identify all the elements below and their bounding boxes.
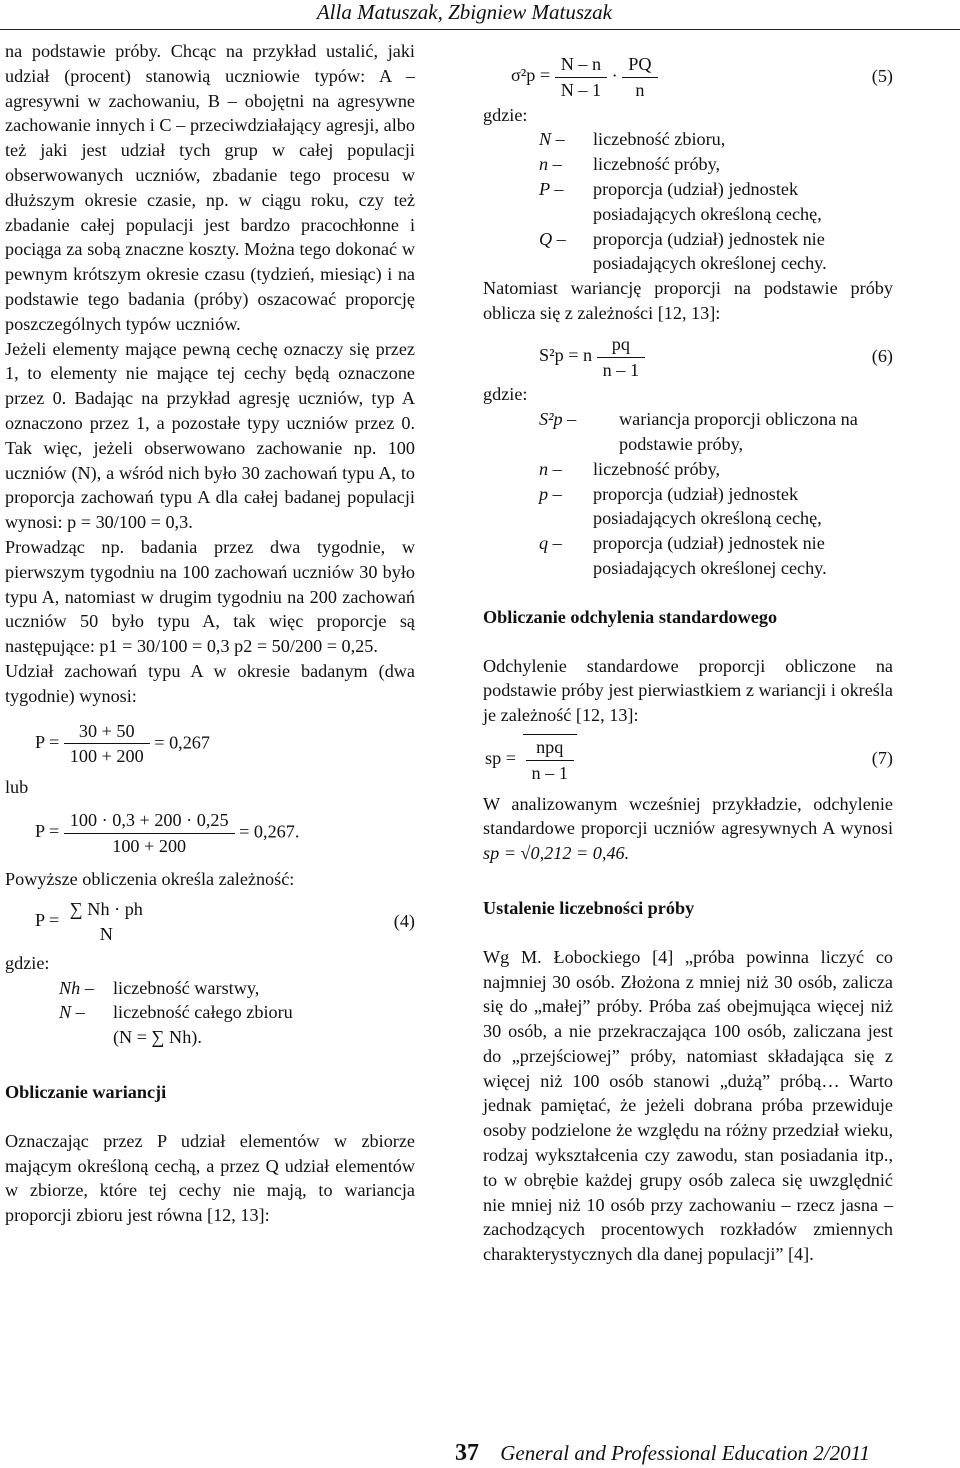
equation: P = $\frac{30 + 50}{100 + 200}$ = 0,267 — [5, 719, 415, 770]
paragraph: Prowadząc np. badania przez dwa tygodnie, w pierwszym tygodniu na 100 zachowań uczniów 30 było typu A, natomiast w drugim tygodniu na 200 zachowań uczniów 50 było typu A, tak więc proporcje są następujące: p1 = 30/100 = 0,3 p2 = 50/200 = 0,25. — [5, 536, 415, 657]
left-column — [5, 39, 415, 1228]
definition-item: P – proporcja (udział) jednostek posiadających określoną cechę, — [539, 178, 822, 224]
definition-item: p – proporcja (udział) jednostek posiadających określoną cechę, — [539, 483, 822, 529]
equation: P = $\frac{100 \cdot 0,3 + 200 \cdot 0,25}{100 + 200}$ = 0,267. — [5, 808, 415, 859]
definition-item: Nh – liczebność warstwy, — [59, 977, 260, 998]
paragraph: Oznaczając przez P udział elementów w zbiorze mającym określoną cechą, a przez Q udział elementów w zbiorze, które tej cechy nie mają, to wariancja proporcji zbioru jest równa [12, 13]: — [5, 1130, 415, 1226]
text-gdzie: gdzie: — [483, 104, 528, 125]
page-number: 37 — [455, 1440, 479, 1466]
definition-item: N – liczebność zbioru, — [539, 129, 726, 150]
definition-list — [539, 407, 893, 581]
definition-item: q – proporcja (udział) jednostek nie posiadających określonej cechy. — [539, 533, 827, 578]
section-heading: Obliczanie wariancji — [5, 1082, 167, 1103]
header-rule — [0, 29, 960, 30]
text-gdzie: gdzie: — [5, 952, 50, 973]
equation-6: S²p = n $\frac{pq}{n - 1}$ (6) — [483, 332, 893, 383]
inline-formula: sp = √0,212 = 0,46. — [483, 843, 630, 864]
definition-item: N – liczebność całego zbioru — [59, 1002, 293, 1023]
definition-item: n – liczebność próby, — [539, 154, 721, 175]
running-header: Alla Matuszak, Zbigniew Matuszak — [316, 0, 612, 24]
paragraph: Jeżeli elementy mające pewną cechę oznaczy się przez 1, to elementy nie mające tej cechy będą oznaczone przez 0. Badając na przykład agresję uczniów, typ A oznaczono przez 1, a pozostałe typy uczniów przez 0. Tak więc, jeżeli obserwowano zachowanie np. 100 uczniów (N), a wśród nich było 30 zachowań typu A, to proporcja zachowań typu A dla całej badanej populacji wynosi: p = 30/100 = 0,3. — [5, 338, 415, 533]
journal-title: General and Professional Education 2/2011 — [500, 1441, 871, 1465]
paragraph: W analizowanym wcześniej przykładzie, odchylenie standardowe proporcji uczniów agresywnych A wynosi sp = √0,212 = 0,46. — [483, 793, 893, 864]
text-lub: lub — [5, 777, 29, 798]
paragraph: Udział zachowań typu A w okresie badanym (dwa tygodnie) wynosi: — [5, 660, 415, 706]
equation-5: σ²p = $\frac{N - n}{N - 1}$ · $\frac{PQ}{n}$ (5) — [483, 52, 893, 103]
paragraph: na podstawie próby. Chcąc na przykład ustalić, jaki udział (procent) stanowią uczniowie typów: A – agresywni w zachowaniu, B – obojętni na agresywne zachowanie innych i C – przeciwdziałający agresji, albo też jaki jest udział tych grup w całej populacji obserwowanych uczniów, zbadanie tego procesu w dłuższym okresie czasie, np. w ciągu roku, czy też zbadanie całej populacji jest bardzo pracochłonne i pociąga za sobą znaczne koszty. Można tego dokonać w pewnym krótszym okresie czasu (tydzień, miesiąc) i na podstawie tego badania (próby) oszacować proporcję poszczególnych typów uczniów. — [5, 41, 415, 334]
definition-item: n – liczebność próby, — [539, 458, 721, 479]
equation-number: (4) — [393, 911, 415, 932]
paragraph: Wg M. Łobockiego [4] „próba powinna liczyć co najmniej 30 osób. Złożona z mniej niż 30 osób, zalicza się do „małej” próby. Próba zaś obejmująca więcej niż 30 osób, a nie przekraczająca 100 osób, zaliczana jest do „przejściowej” próby, natomiast składająca się z więcej niż 100 osób stanowi „dużą” próbą… Warto jednak pamiętać, że jeżeli dobrana próba przewiduje osoby podzielone że względu na różny przedział wieku, rodzaj wykształcenia czy zawodu, stan posiadania itp., to w obrębie każdej grupy osób zaleca się uwzględnić nie mniej niż 10 osób przy zachowaniu – rzecz jasna – zachodzących procentowych rozkładów zmiennych charakterystycznych dla danej populacji” [4]. — [483, 946, 893, 1265]
paragraph: Natomiast wariancję proporcji na podstawie próby oblicza się z zależności [12, 13]: — [483, 278, 893, 323]
equation-7: sp = $\frac{\text{npq}}{n - 1}$ (7) — [483, 734, 893, 786]
definition-list — [539, 127, 893, 276]
text-gdzie: gdzie: — [483, 384, 528, 405]
definition-item: S²p – wariancja proporcji obliczona na podstawie próby, — [539, 409, 858, 454]
right-column — [483, 52, 893, 1267]
paragraph: Powyższe obliczenia określa zależność: — [5, 868, 295, 889]
definition-list — [59, 976, 415, 1050]
equation-4: P = ∑ Nh · ph N (4) — [35, 899, 415, 945]
section-heading: Ustalenie liczebności próby — [483, 897, 695, 918]
paragraph: Odchylenie standardowe proporcji obliczone na podstawie próby jest pierwiastkiem z wariancji i określa je zależność [12, 13]: — [483, 655, 893, 726]
equation-number: (7) — [871, 747, 893, 768]
equation-number: (5) — [871, 66, 893, 86]
definition-item: Q – proporcja (udział) jednostek nie posiadających określonej cechy. — [539, 228, 827, 274]
section-heading: Obliczanie odchylenia standardowego — [483, 606, 778, 627]
equation-number: (6) — [871, 345, 893, 366]
definition-item: (N = ∑ Nh). — [113, 1027, 202, 1048]
page-footer — [455, 1440, 870, 1466]
